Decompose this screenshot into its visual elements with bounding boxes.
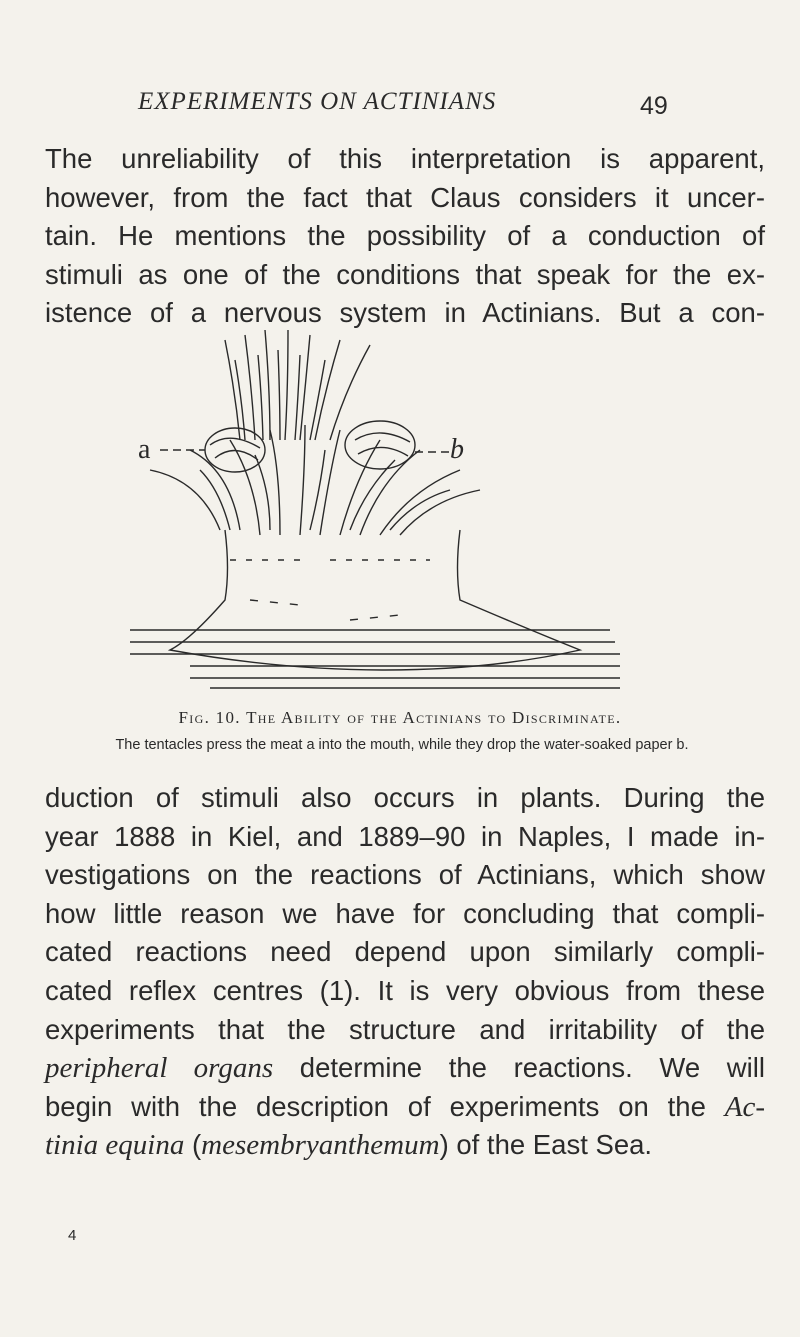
- text-line: cated reactions need depend upon similarly compli-: [45, 936, 765, 968]
- paragraph-1: [45, 140, 765, 333]
- text-line: [45, 1126, 765, 1165]
- figure-label: Fig. 10.: [178, 708, 241, 727]
- italic-term: peripheral organs: [45, 1052, 274, 1085]
- text-line: The unreliability of this interpretation is apparent,: [45, 143, 765, 174]
- actinian-body: [170, 530, 580, 670]
- upper-tentacles: [225, 330, 370, 440]
- actinian-illustration: [130, 330, 630, 710]
- text-fragment: begin with the description of experiments on the: [45, 1090, 725, 1122]
- text-line: however, from the fact that Claus considers it uncer-: [45, 181, 765, 213]
- text-line: cated reflex centres (1). It is very obvious from these: [45, 974, 765, 1006]
- tentacle-crown: [150, 425, 480, 535]
- paper-b: [345, 421, 415, 469]
- text-line: stimuli as one of the conditions that speak for the ex-: [45, 258, 765, 290]
- paragraph-2: [45, 779, 765, 1165]
- label-b: b: [450, 434, 464, 465]
- text-fragment: (: [184, 1129, 202, 1161]
- text-line: vestigations on the reactions of Actinians, which show: [45, 859, 765, 891]
- signature-mark: 4: [68, 1227, 77, 1244]
- text-line: istence of a nervous system in Actinians. But a con-: [45, 297, 765, 329]
- text-line: experiments that the structure and irritability of the: [45, 1013, 765, 1045]
- figure-caption: [46, 708, 754, 728]
- text-line: tain. He mentions the possibility of a conduction of: [45, 220, 765, 252]
- text-line: year 1888 in Kiel, and 1889–90 in Naples, I made in-: [45, 820, 765, 852]
- text-fragment: determine the reactions. We will: [273, 1052, 765, 1084]
- text-line: [45, 1049, 765, 1088]
- running-head: EXPERIMENTS ON ACTINIANS: [138, 88, 497, 115]
- figure-title: The Ability of the Actinians to Discriminate.: [246, 708, 622, 727]
- italic-term: Ac-: [724, 1090, 765, 1123]
- text-line: how little reason we have for concluding that compli-: [45, 897, 765, 929]
- text-line: duction of stimuli also occurs in plants. During the: [45, 782, 765, 813]
- italic-term: tinia equina: [45, 1129, 185, 1162]
- figure-description: The tentacles press the meat a into the mouth, while they drop the water-soaked paper b.: [115, 737, 689, 753]
- text-line: [45, 1088, 765, 1127]
- label-a: a: [138, 434, 151, 465]
- page-number: 49: [640, 92, 668, 120]
- italic-term: mesembryanthemum: [201, 1129, 440, 1162]
- text-fragment: ) of the East Sea.: [439, 1129, 653, 1161]
